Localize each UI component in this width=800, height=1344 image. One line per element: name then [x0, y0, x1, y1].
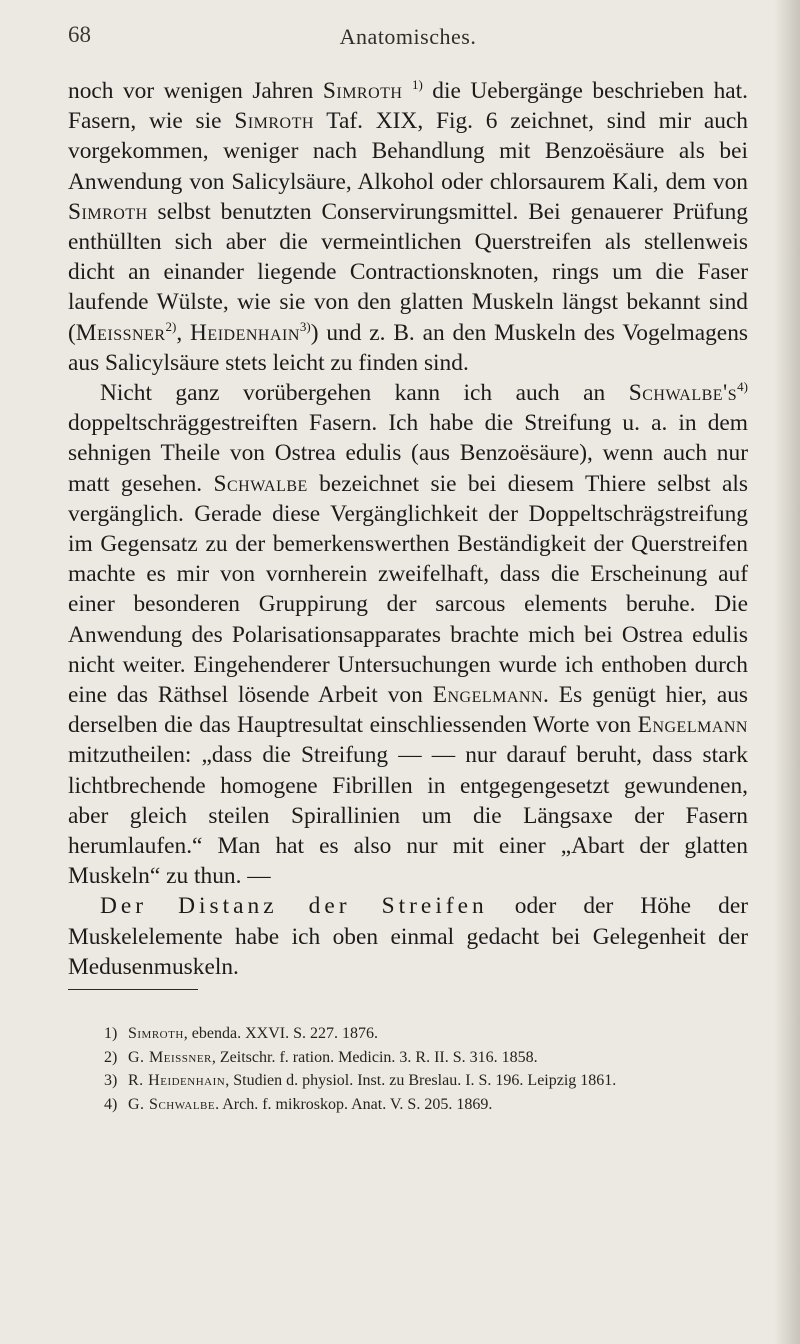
- footnote-ref: 1): [411, 77, 423, 93]
- text-run: doppeltschräggestreiften Fasern. Ich habe die Streifung u. a. in dem sehnigen Theile von Ostrea edulis (aus Benzoësäure), wenn auch nur matt gesehen.: [68, 410, 748, 497]
- footnote-ref: 2): [165, 318, 177, 334]
- footnote-ref: 3): [299, 318, 311, 334]
- text-run: ) und z. B. an den Muskeln des Vogelmagens aus Salicylsäure stets leicht zu finden sind.: [68, 319, 748, 376]
- text-run: Nicht ganz vorübergehen kann ich auch an: [100, 380, 629, 407]
- body-text: [68, 76, 748, 982]
- footnote-divider: [68, 989, 198, 990]
- text-run: oder der Höhe der Muskelelemente habe ich oben einmal gedacht bei Gelegenheit der Medusenmuskeln.: [68, 893, 748, 980]
- footnotes: [104, 1022, 764, 1116]
- footnote-number: 4): [104, 1095, 118, 1113]
- text-run: mitzutheilen: „dass die Streifung — — nur darauf beruht, dass stark lichtbrechende homogene Fibrillen in entgegengesetzt gewundenen, aber gleich steilen Spirallinien um die Längsaxe der Fasern herumlaufen.“ Man hat es also nur mit einer „Abart der glatten Muskeln“ zu thun. —: [68, 742, 748, 890]
- footnote: [104, 1022, 764, 1046]
- footnote-ref: 4): [737, 379, 748, 395]
- paragraph: [68, 378, 748, 891]
- author-name: Heidenhain: [190, 319, 300, 346]
- text-run: . Es genügt hier, aus derselben die das Hauptresultat einschliessenden Worte von: [68, 682, 748, 739]
- paragraph: [68, 76, 748, 378]
- footnote-author: R. Heidenhain: [128, 1072, 226, 1089]
- text-run: selbst benutzten Conservirungsmittel. Bei genauerer Prüfung enthüllten sich aber die vermeintlichen Querstreifen als stellenweis dicht an einander liegende Contractionsknoten, rings um die Faser laufende Wülste, wie sie von den glatten Muskeln längst bekannt sind (: [68, 198, 748, 346]
- text-run: Der Distanz der Streifen: [100, 893, 488, 920]
- page-number: 68: [68, 22, 91, 47]
- author-name: Meissner: [75, 319, 166, 346]
- footnote: [104, 1046, 764, 1070]
- footnote-text: , ebenda. XXVI. S. 227. 1876.: [183, 1025, 378, 1042]
- footnote-text: , Studien d. physiol. Inst. zu Breslau. I. S. 196. Leipzig 1861.: [225, 1072, 617, 1089]
- paragraph: [68, 891, 748, 982]
- author-name: Schwalbe's: [628, 380, 738, 407]
- footnote-author: Simroth: [128, 1025, 184, 1042]
- author-name: Simroth: [322, 78, 403, 104]
- text-run: [402, 78, 411, 104]
- running-head: Anatomisches.: [339, 24, 477, 49]
- footnote-author: G. Meissner: [128, 1048, 212, 1066]
- author-name: Schwalbe: [213, 470, 308, 497]
- footnote: [104, 1093, 764, 1117]
- author-name: Engelmann: [637, 712, 748, 739]
- text-run: Taf. XIX, Fig. 6 zeichnet, sind mir auch vorgekommen, weniger nach Behandlung mit Benzoësäure als bei Anwendung von Salicylsäure, Alkohol oder chlorsaurem Kali, dem von: [68, 108, 748, 195]
- text-run: bezeichnet sie bei diesem Thiere selbst als vergänglich. Gerade diese Vergänglichkeit der Doppeltschrägstreifung im Gegensatz zu der bemerkenswerthen Beständigkeit der Querstreifen machte es mir von vornherein zweifelhaft, dass die Erscheinung auf einer besonderen Gruppirung der sarcous elements beruhe. Die Anwendung des Polarisationsapparates brachte mich bei Ostrea edulis nicht weiter. Eingehenderer Untersuchungen wurde ich enthoben durch eine das Räthsel lösende Arbeit von: [68, 470, 748, 709]
- footnote: [104, 1069, 764, 1093]
- footnote-number: 1): [104, 1025, 118, 1042]
- page-header: [68, 22, 748, 52]
- footnote-text: . Arch. f. mikroskop. Anat. V. S. 205. 1869.: [215, 1095, 493, 1113]
- text-run: die Uebergänge beschrieben hat. Fasern, wie sie: [68, 78, 748, 135]
- footnote-number: 3): [104, 1072, 118, 1089]
- page-edge-shadow: [774, 0, 800, 1344]
- author-name: Simroth: [68, 198, 148, 225]
- footnote-text: , Zeitschr. f. ration. Medicin. 3. R. II. S. 316. 1858.: [211, 1048, 538, 1066]
- footnote-number: 2): [104, 1048, 118, 1066]
- footnote-author: G. Schwalbe: [128, 1095, 216, 1113]
- author-name: Simroth: [234, 108, 314, 135]
- text-run: ,: [176, 319, 191, 346]
- author-name: Engelmann: [432, 682, 544, 709]
- text-run: noch vor wenigen Jahren: [68, 78, 323, 104]
